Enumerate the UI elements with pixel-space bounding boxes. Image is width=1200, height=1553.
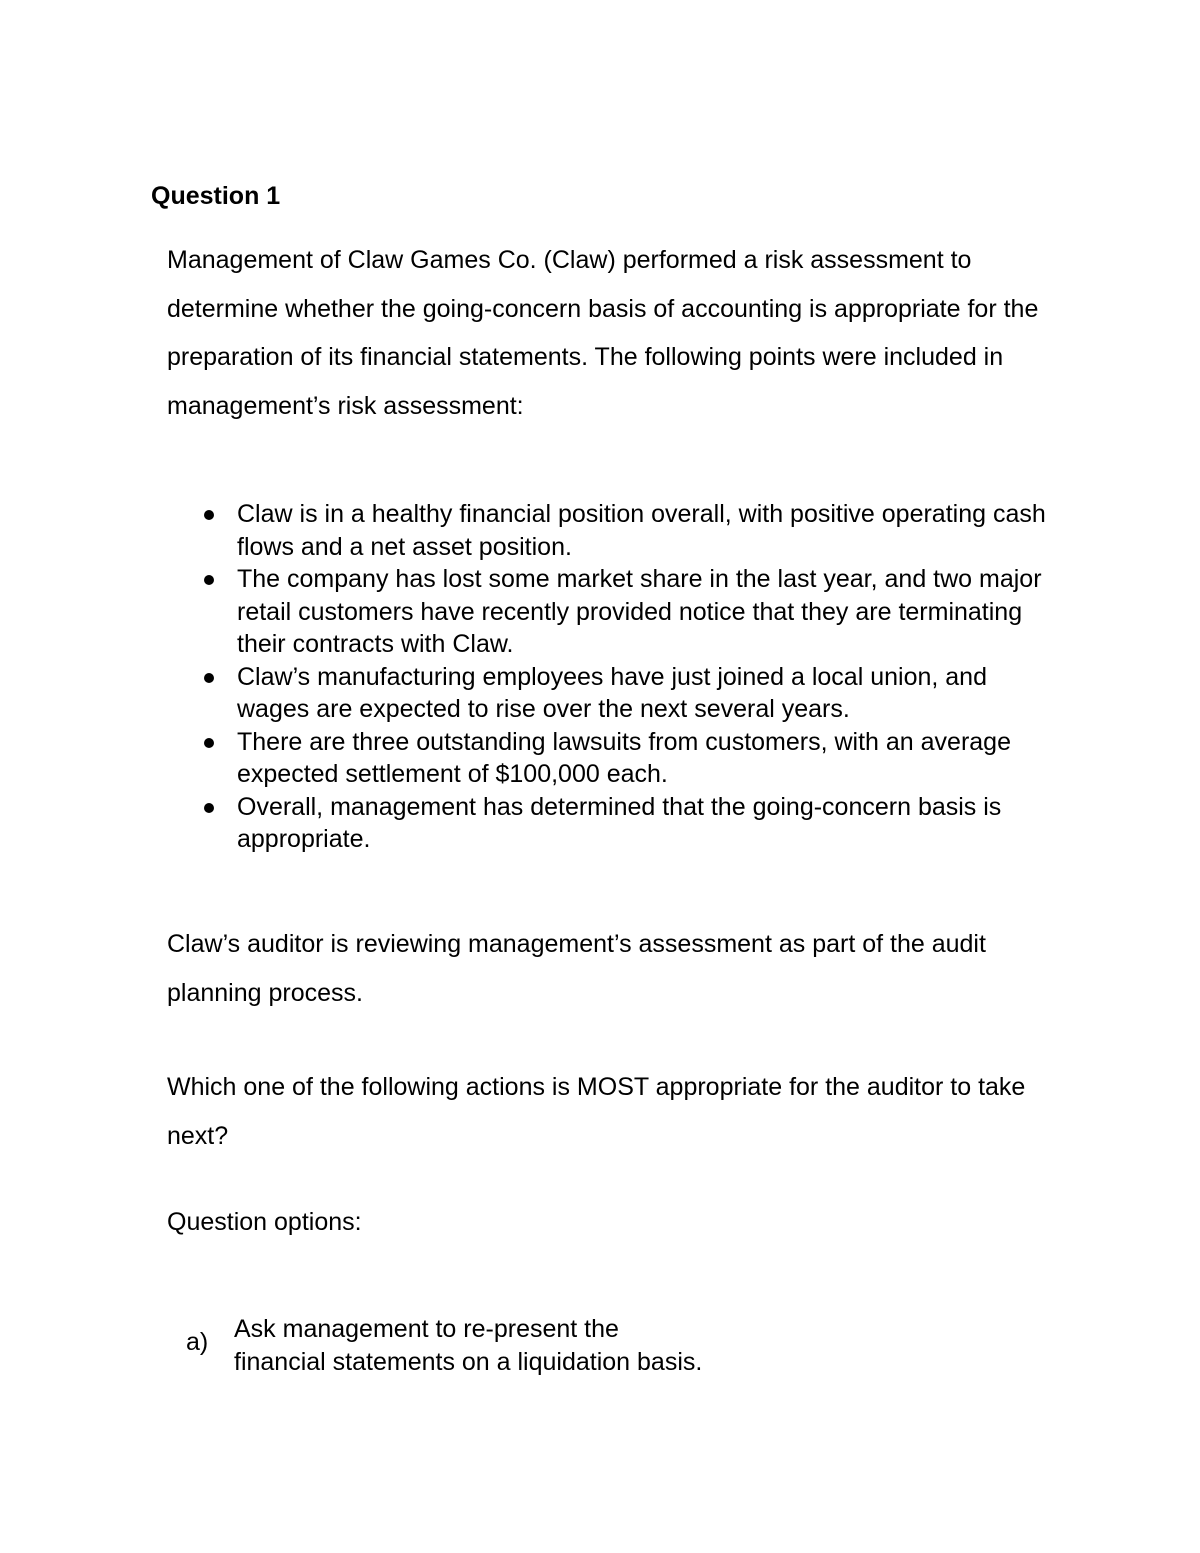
bullet-icon — [204, 673, 214, 683]
list-item-text: Claw’s manufacturing employees have just joined a local union, and wages are expected to rise over the next several years. — [237, 662, 987, 723]
list-item — [200, 726, 1060, 791]
option-text-line-1: Ask management to re-present the — [234, 1315, 619, 1343]
bullet-icon — [204, 738, 214, 748]
list-item — [200, 661, 1060, 726]
options-heading: Question options: — [167, 1208, 362, 1236]
intro-paragraph: Management of Claw Games Co. (Claw) performed a risk assessment to determine whether the going-concern basis of accounting is appropriate for the preparation of its financial statements. The following points were included in management’s risk assessment: — [167, 246, 1039, 420]
list-item-text: Claw is in a healthy financial position overall, with positive operating cash flows and a net asset position. — [237, 500, 1046, 561]
auditor-paragraph: Claw’s auditor is reviewing management’s assessment as part of the audit planning process. — [167, 930, 986, 1007]
list-item — [200, 498, 1060, 563]
bullet-icon — [204, 803, 214, 813]
question-prompt: Which one of the following actions is MOST appropriate for the auditor to take next? — [167, 1073, 1026, 1150]
bullet-icon — [204, 575, 214, 585]
risk-points-list — [200, 498, 1060, 856]
list-item — [200, 563, 1060, 661]
option-text — [234, 1313, 934, 1378]
bullet-icon — [204, 510, 214, 520]
option-letter: a) — [186, 1328, 209, 1356]
list-item-text: The company has lost some market share in the last year, and two major retail customers have recently provided notice that they are terminating their contracts with Claw. — [237, 565, 1042, 658]
list-item-text: Overall, management has determined that the going-concern basis is appropriate. — [237, 792, 1002, 853]
list-item-text: There are three outstanding lawsuits from customers, with an average expected settlement of $100,000 each. — [237, 727, 1011, 788]
list-item — [200, 791, 1060, 856]
option-text-line-2: financial statements on a liquidation basis. — [234, 1347, 703, 1376]
question-title: Question 1 — [151, 182, 281, 210]
